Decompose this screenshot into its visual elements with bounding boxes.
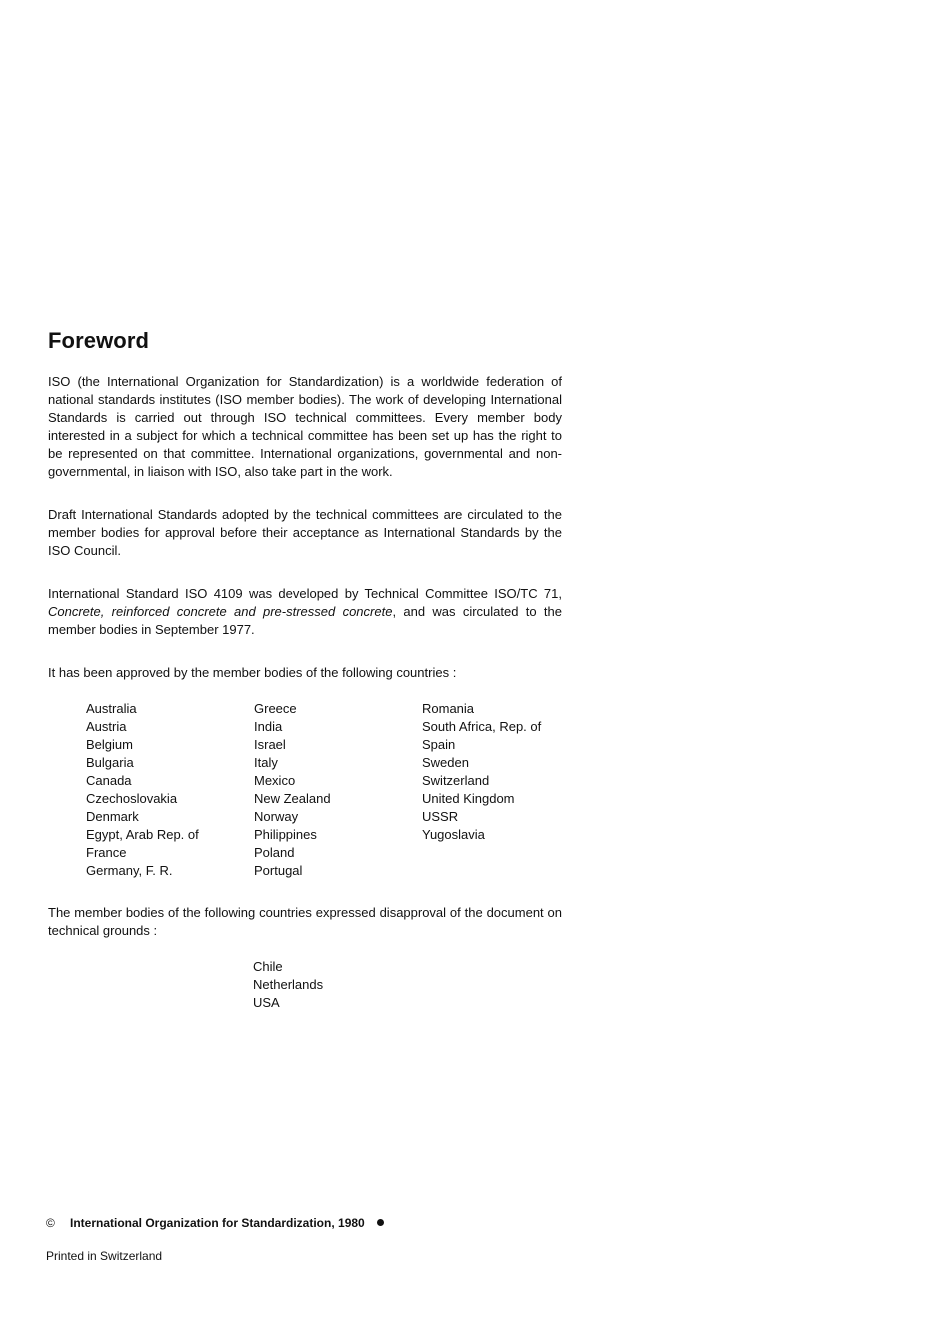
copyright-icon: © [46, 1216, 55, 1230]
country-item: USSR [422, 809, 459, 824]
committee-title: Concrete, reinforced concrete and pre-stressed concrete [48, 604, 393, 619]
copyright-line [46, 1214, 384, 1232]
paragraph-disapproval-intro: The member bodies of the following countries expressed disapproval of the document on technical grounds : [48, 905, 562, 938]
country-item: United Kingdom [422, 791, 515, 806]
country-item: Canada [86, 773, 132, 788]
country-item: Egypt, Arab Rep. of [86, 827, 199, 842]
country-item: New Zealand [254, 791, 331, 806]
bullet-icon [377, 1219, 384, 1226]
country-item: Denmark [86, 809, 139, 824]
country-item: France [86, 845, 127, 860]
paragraph-draft-standards: Draft International Standards adopted by the technical committees are circulated to the member bodies for approval before their acceptance as International Standards by the ISO Council. [48, 507, 562, 558]
paragraph-approval-intro: It has been approved by the member bodies of the following countries : [48, 665, 457, 680]
country-item: Romania [422, 701, 475, 716]
country-item: Mexico [254, 773, 296, 788]
country-item: Greece [254, 701, 297, 716]
disapproved-countries-list [253, 958, 323, 1012]
paragraph-standard-origin-text-1: International Standard ISO 4109 was developed by Technical Committee ISO/TC 71, [48, 586, 562, 601]
paragraph-iso-federation: ISO (the International Organization for Standardization) is a worldwide federation of national standards institutes (ISO member bodies). The work of developing International Standards is carried out through ISO technical committees. Every member body interested in a subject for which a technical committee has been set up has the right to be represented on that committee. International organizations, governmental and non-governmental, in liaison with ISO, also take part in the work. [48, 374, 562, 479]
country-item: Poland [254, 845, 295, 860]
paragraph-standard-origin [48, 585, 562, 639]
foreword-heading: Foreword [48, 328, 150, 353]
approved-countries-column-1 [86, 700, 199, 880]
country-item: Philippines [254, 827, 317, 842]
country-item: Norway [254, 809, 299, 824]
country-item: Sweden [422, 755, 469, 770]
country-item: Chile [253, 959, 283, 974]
approved-countries-column-3 [422, 700, 541, 844]
country-item: Australia [86, 701, 137, 716]
country-item: USA [253, 995, 280, 1010]
country-item: Czechoslovakia [86, 791, 178, 806]
country-item: Belgium [86, 737, 133, 752]
country-item: Spain [422, 737, 456, 752]
country-item: Bulgaria [86, 755, 134, 770]
country-item: Portugal [254, 863, 303, 878]
country-item: Israel [254, 737, 286, 752]
approved-countries-column-2 [254, 700, 331, 880]
paragraph-standard-origin-text-2: , and was circulated to the member bodies in September 1977. [48, 604, 563, 637]
country-item: Austria [86, 719, 127, 734]
country-item: India [254, 719, 283, 734]
copyright-organization: International Organization for Standardization, 1980 [70, 1216, 365, 1230]
country-item: South Africa, Rep. of [422, 719, 542, 734]
country-item: Germany, F. R. [86, 863, 173, 878]
country-item: Netherlands [253, 977, 324, 992]
country-item: Italy [254, 755, 278, 770]
country-item: Yugoslavia [422, 827, 485, 842]
printed-in-note: Printed in Switzerland [46, 1249, 163, 1263]
country-item: Switzerland [422, 773, 490, 788]
